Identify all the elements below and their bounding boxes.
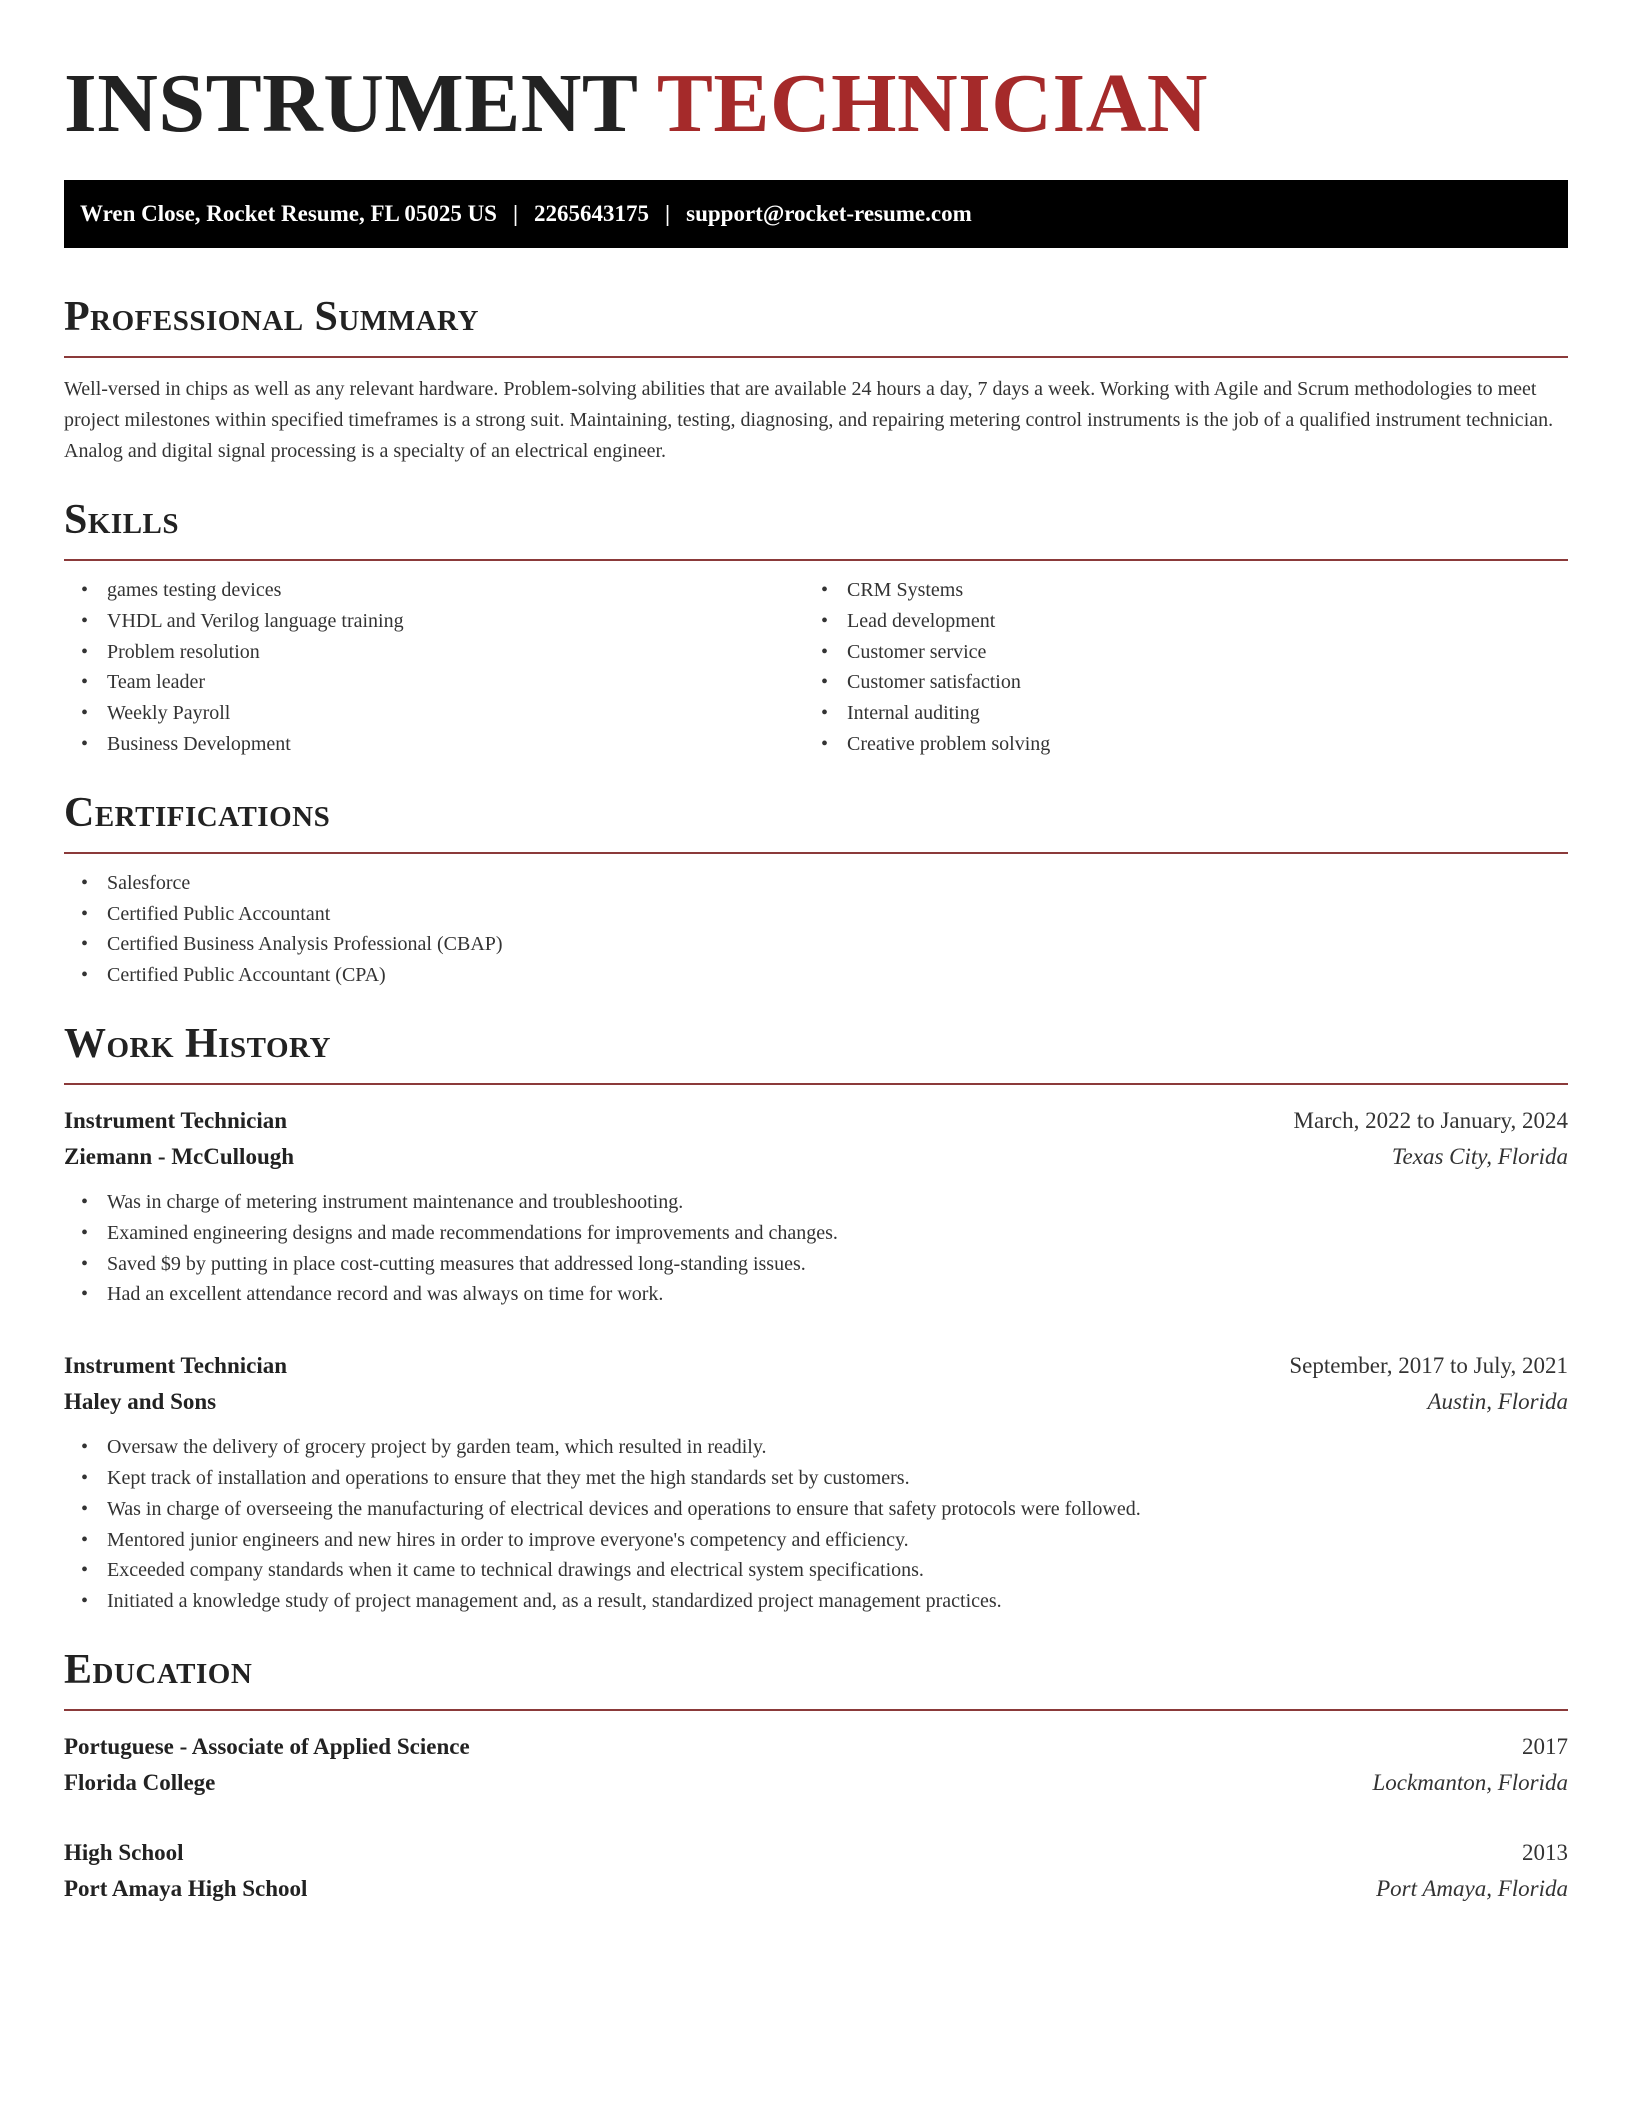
job-entry (64, 1348, 1568, 1617)
job-bullet: • Examined engineering designs and made recommendations for improvements and changes. (64, 1218, 1568, 1249)
job-bullet: • Had an excellent attendance record and was always on time for work. (64, 1279, 1568, 1310)
certifications-list (64, 868, 1568, 991)
job-bullet: • Was in charge of overseeing the manufacturing of electrical devices and operations to ensure that safety protocols were followed. (64, 1494, 1568, 1525)
skills-columns (64, 561, 1568, 760)
education-school-row (64, 1765, 1568, 1801)
skill-item: • Customer satisfaction (804, 667, 1544, 698)
job-bullet: • Oversaw the delivery of grocery project by garden team, which resulted in readily. (64, 1432, 1568, 1463)
job-bullet: • Mentored junior engineers and new hires in order to improve everyone's competency and efficiency. (64, 1525, 1568, 1556)
skill-item: • games testing devices (64, 575, 804, 606)
job-title: Instrument Technician (64, 1107, 288, 1133)
title-first-word: INSTRUMENT (64, 57, 637, 150)
section-divider (64, 1709, 1568, 1711)
job-bullet: • Saved $9 by putting in place cost-cutting measures that addressed long-standing issues. (64, 1249, 1568, 1280)
education-degree-row (64, 1729, 1568, 1765)
education-school-row (64, 1871, 1568, 1907)
education-school: Port Amaya High School (64, 1875, 308, 1901)
education-entry (64, 1835, 1568, 1907)
certification-item: • Salesforce (64, 868, 1568, 899)
job-location: Austin, Florida (1427, 1389, 1568, 1415)
contact-separator: | (665, 201, 671, 226)
education-location: Lockmanton, Florida (1372, 1769, 1568, 1795)
education-degree-row (64, 1835, 1568, 1871)
summary-text: Well-versed in chips as well as any relevant hardware. Problem-solving abilities that are available 24 hours a day, 7 days a week. Working with Agile and Scrum methodologies to meet project milestones within specified timeframes is a strong suit. Maintaining, testing, diagnosing, and repairing metering control instruments is the job of a qualified instrument technician. Analog and digital signal processing is a specialty of an electrical engineer. (64, 378, 1554, 462)
resume-title (64, 54, 1568, 154)
job-company: Ziemann - McCullough (64, 1143, 295, 1169)
skill-item: • VHDL and Verilog language training (64, 606, 804, 637)
section-heading: Work History (64, 1020, 331, 1067)
skill-item: • Team leader (64, 667, 804, 698)
skills-column-right (804, 561, 1544, 760)
job-bullets (64, 1432, 1568, 1617)
summary-section (64, 292, 1568, 467)
job-dates: March, 2022 to January, 2024 (1293, 1107, 1568, 1133)
education-section (64, 1645, 1568, 1907)
skill-item: • Customer service (804, 637, 1544, 668)
job-title-row (64, 1348, 1568, 1384)
section-heading: Professional Summary (64, 294, 479, 340)
education-entry (64, 1729, 1568, 1801)
section-divider (64, 356, 1568, 358)
contact-phone: 2265643175 (534, 201, 650, 226)
job-company: Haley and Sons (64, 1389, 217, 1415)
skill-item: • Weekly Payroll (64, 698, 804, 729)
education-location: Port Amaya, Florida (1376, 1875, 1568, 1901)
section-heading: Certifications (64, 789, 331, 836)
contact-separator: | (512, 201, 519, 226)
education-year: 2013 (1522, 1839, 1568, 1865)
certification-item: • Certified Public Accountant (CPA) (64, 960, 1568, 991)
job-title: Instrument Technician (64, 1353, 288, 1379)
job-dates: September, 2017 to July, 2021 (1289, 1353, 1568, 1379)
skill-item: • Lead development (804, 606, 1544, 637)
contact-address: Wren Close, Rocket Resume, FL 05025 US (80, 201, 497, 226)
contact-bar (64, 180, 1568, 248)
skill-item: • Business Development (64, 729, 804, 760)
skill-item: • Internal auditing (804, 698, 1544, 729)
job-bullet: • Initiated a knowledge study of project management and, as a result, standardized project management practices. (64, 1586, 1568, 1617)
section-divider (64, 852, 1568, 854)
skills-list (64, 575, 804, 760)
skills-column-left (64, 561, 804, 760)
education-degree: High School (64, 1839, 184, 1865)
title-last-word: TECHNICIAN (656, 57, 1208, 150)
skills-section (64, 495, 1568, 760)
job-company-row (64, 1384, 1568, 1420)
certification-item: • Certified Public Accountant (64, 899, 1568, 930)
job-bullets (64, 1187, 1568, 1310)
skill-item: • CRM Systems (804, 575, 1544, 606)
section-divider (64, 1083, 1568, 1085)
skills-list (804, 575, 1544, 760)
job-bullet: • Kept track of installation and operations to ensure that they met the high standards set by customers. (64, 1463, 1568, 1494)
skill-item: • Problem resolution (64, 637, 804, 668)
job-bullet: • Was in charge of metering instrument maintenance and troubleshooting. (64, 1187, 1568, 1218)
job-bullet: • Exceeded company standards when it came to technical drawings and electrical system specifications. (64, 1555, 1568, 1586)
work-history-section (64, 1019, 1568, 1617)
education-year: 2017 (1522, 1733, 1568, 1759)
job-title-row (64, 1103, 1568, 1139)
job-location: Texas City, Florida (1391, 1143, 1568, 1169)
education-degree: Portuguese - Associate of Applied Science (64, 1733, 470, 1759)
section-heading: Skills (64, 497, 180, 543)
contact-email: support@rocket-resume.com (686, 201, 972, 226)
certifications-section (64, 788, 1568, 991)
job-entry (64, 1103, 1568, 1310)
section-heading: Education (64, 1646, 253, 1693)
skill-item: • Creative problem solving (804, 729, 1544, 760)
education-school: Florida College (64, 1769, 216, 1795)
certification-item: • Certified Business Analysis Professional (CBAP) (64, 929, 1568, 960)
resume-page (64, 0, 1568, 1907)
job-company-row (64, 1139, 1568, 1175)
